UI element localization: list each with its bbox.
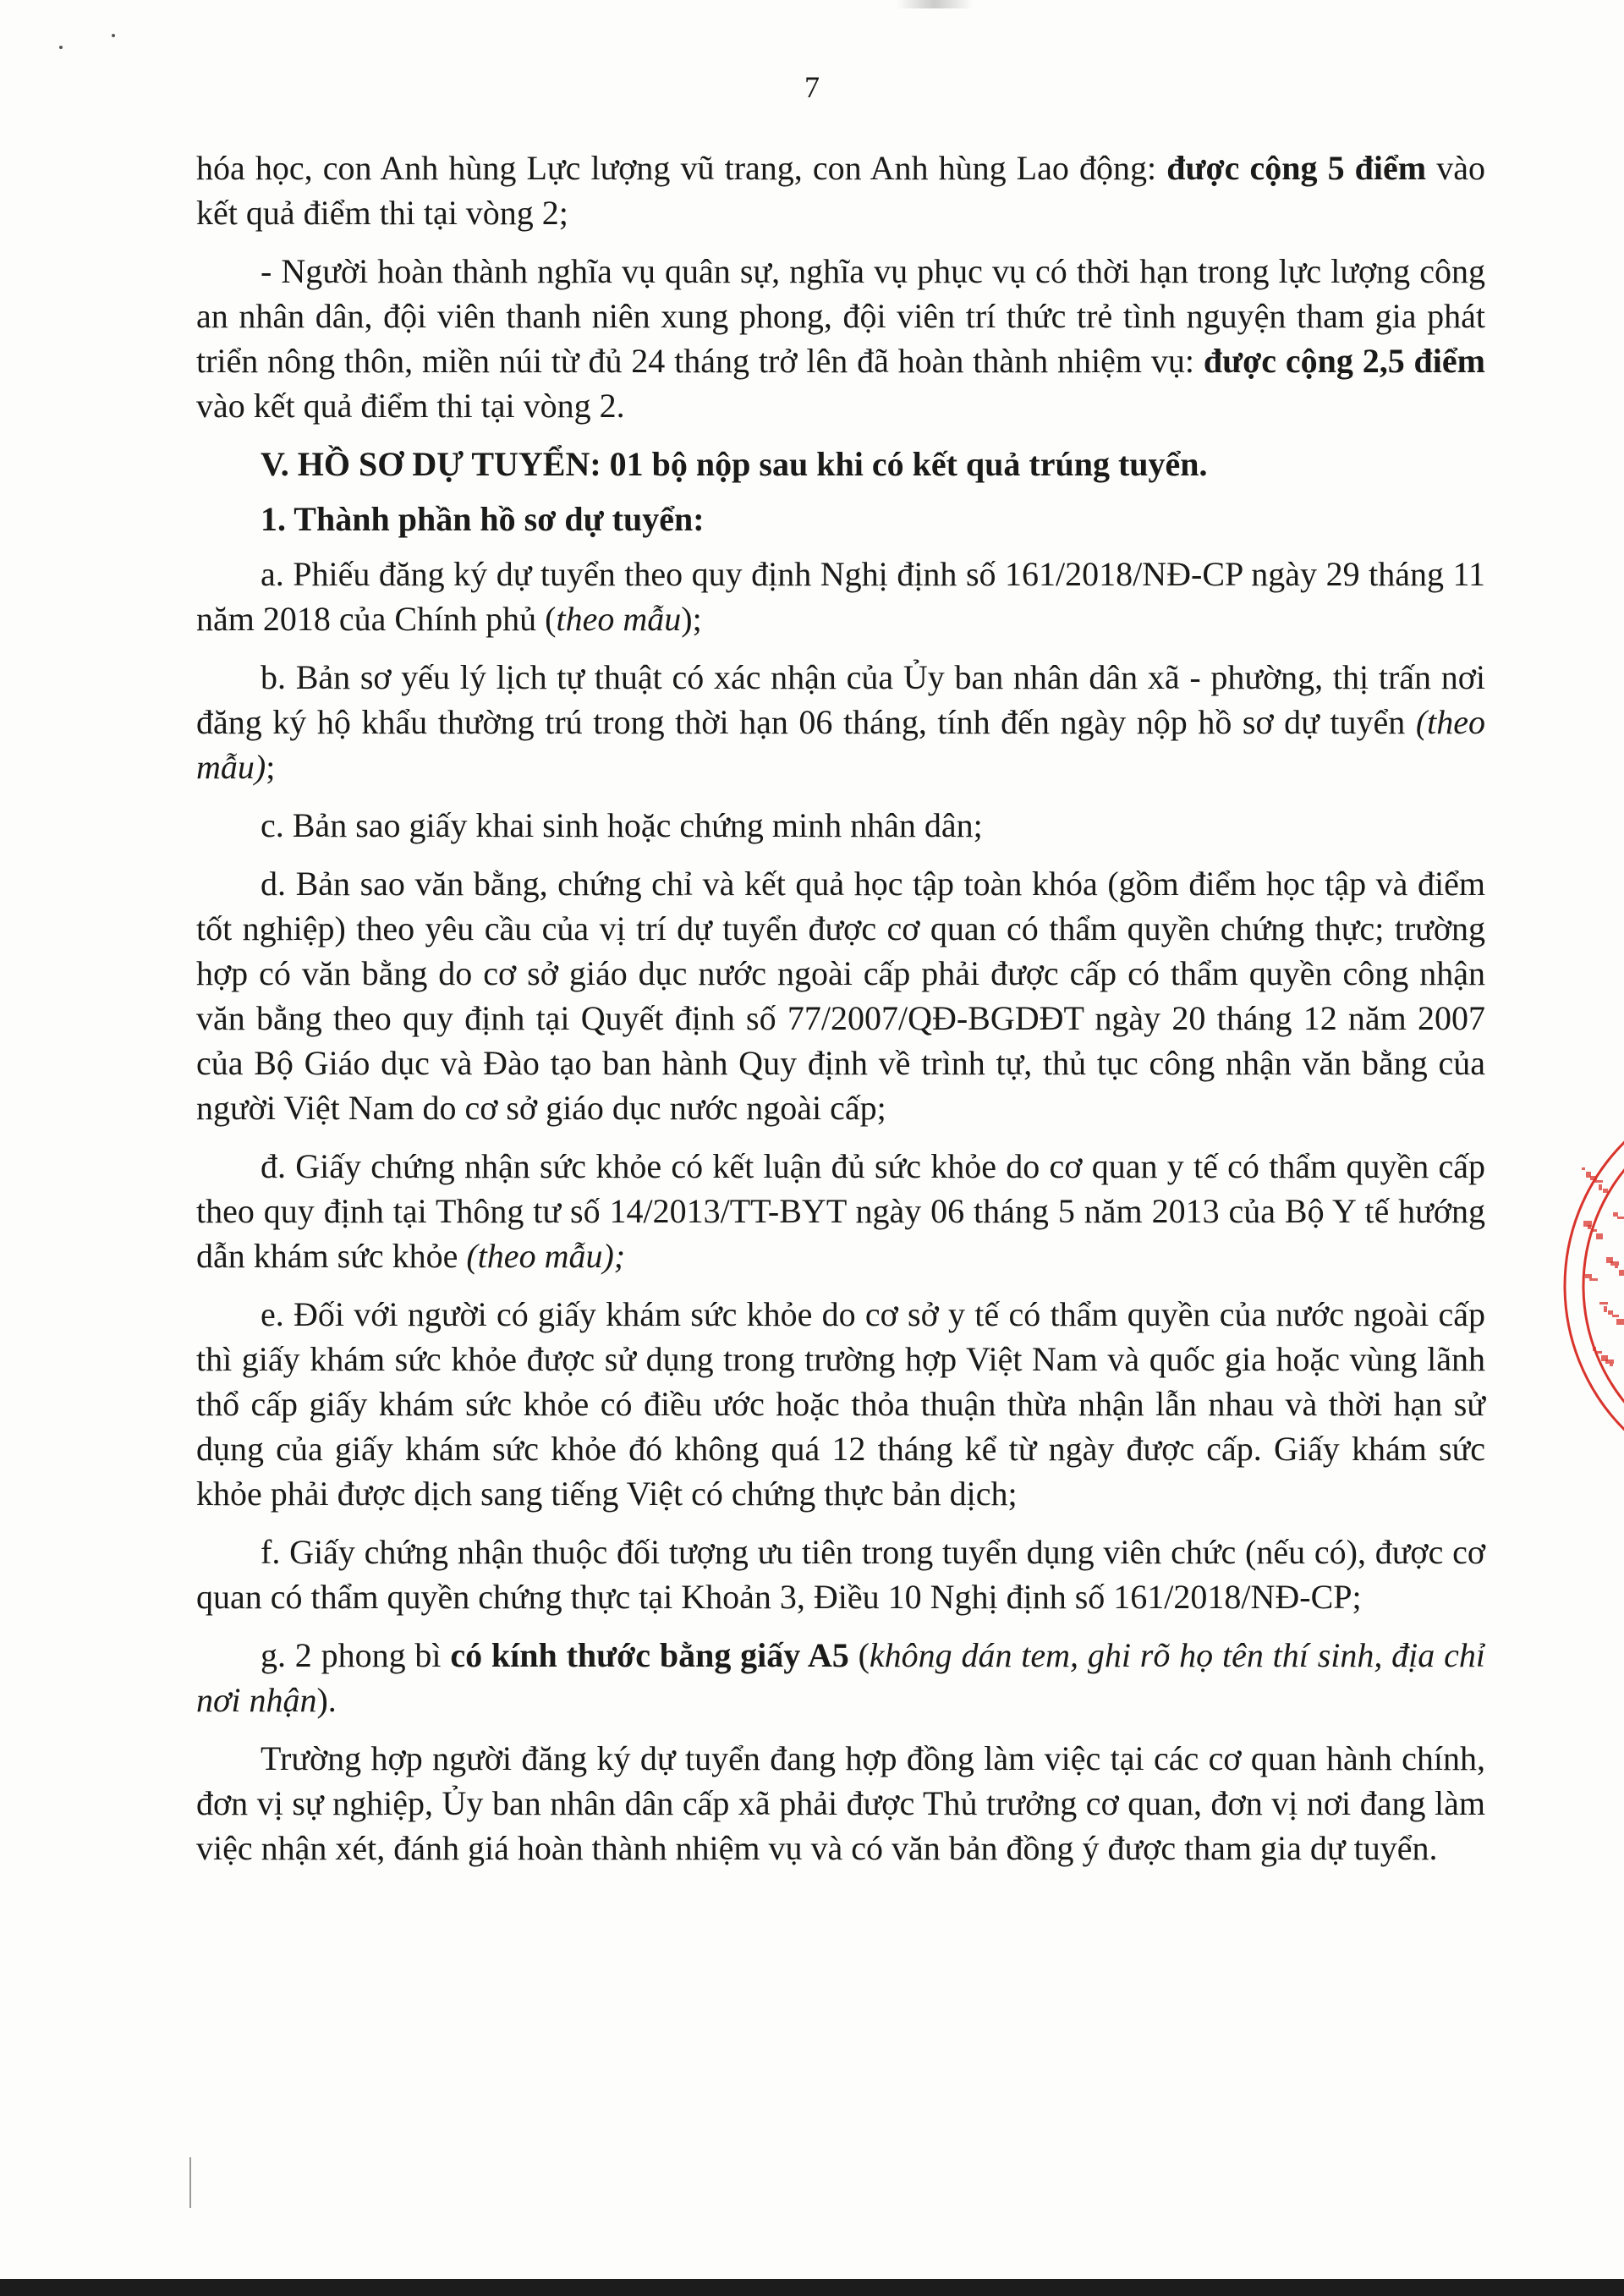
paragraph-priority-heroes: hóa học, con Anh hùng Lực lượng vũ trang, con Anh hùng Lao động: được cộng 5 điểm vào kết quả điểm thi tại vòng 2; xyxy=(196,149,1485,232)
list-item-a: a. Phiếu đăng ký dự tuyển theo quy định Nghị định số 161/2018/NĐ-CP ngày 29 tháng 11 năm 2018 của Chính phủ (theo mẫu); xyxy=(196,555,1485,638)
scan-speck xyxy=(112,34,115,37)
scan-line-artifact xyxy=(189,2157,191,2208)
list-item-f: f. Giấy chứng nhận thuộc đối tượng ưu tiên trong tuyển dụng viên chức (nếu có), được cơ quan có thẩm quyền chứng thực tại Khoản 3, Điều 10 Nghị định số 161/2018/NĐ-CP; xyxy=(196,1533,1485,1616)
document-body xyxy=(196,146,1485,1884)
red-seal-stamp-edge xyxy=(1556,1117,1624,1438)
section-heading-application-dossier: V. HỒ SƠ DỰ TUYỂN: 01 bộ nộp sau khi có kết quả trúng tuyển. xyxy=(261,445,1208,483)
scan-speck xyxy=(59,46,63,49)
list-item-d: d. Bản sao văn bằng, chứng chỉ và kết quả học tập toàn khóa (gồm điểm học tập và điểm tốt nghiệp) theo yêu cầu của vị trí dự tuyển được cơ quan có thẩm quyền chứng thực; trường hợp có văn bằng do cơ sở giáo dục nước ngoài cấp phải được cấp có thẩm quyền công nhận văn bằng theo quy định tại Quyết định số 77/2007/QĐ-BGDĐT ngày 20 tháng 12 năm 2007 của Bộ Giáo dục và Đào tạo ban hành Quy định về trình tự, thủ tục công nhận văn bằng của người Việt Nam do cơ sở giáo dục nước ngoài cấp; xyxy=(196,865,1485,1127)
list-item-b: b. Bản sơ yếu lý lịch tự thuật có xác nhận của Ủy ban nhân dân xã - phường, thị trấn nơi đăng ký hộ khẩu thường trú trong thời hạn 06 tháng, tính đến ngày nộp hồ sơ dự tuyển (theo mẫu); xyxy=(196,658,1485,786)
list-item-c: c. Bản sao giấy khai sinh hoặc chứng minh nhân dân; xyxy=(261,806,983,844)
list-item-dd: đ. Giấy chứng nhận sức khỏe có kết luận đủ sức khỏe do cơ quan y tế có thẩm quyền cấp theo quy định tại Thông tư số 14/2013/TT-BYT ngày 06 tháng 5 năm 2013 của Bộ Y tế hướng dẫn khám sức khỏe (theo mẫu); xyxy=(196,1147,1485,1275)
paragraph-closing: Trường hợp người đăng ký dự tuyển đang hợp đồng làm việc tại các cơ quan hành chính, đơn vị sự nghiệp, Ủy ban nhân dân cấp xã phải được Thủ trưởng cơ quan, đơn vị nơi đang làm việc nhận xét, đánh giá hoàn thành nhiệm vụ và có văn bản đồng ý được tham gia dự tuyển. xyxy=(196,1739,1485,1867)
list-item-g: g. 2 phong bì có kính thước bằng giấy A5 (không dán tem, ghi rõ họ tên thí sinh, địa chỉ nơi nhận). xyxy=(196,1636,1485,1719)
page-number: 7 xyxy=(804,70,820,104)
list-item-e: e. Đối với người có giấy khám sức khỏe do cơ sở y tế có thẩm quyền của nước ngoài cấp thì giấy khám sức khỏe được sử dụng trong trường hợp Việt Nam và quốc gia hoặc vùng lãnh thổ cấp giấy khám sức khỏe có điều ước hoặc thỏa thuận thừa nhận lẫn nhau và thời hạn sử dụng của giấy khám sức khỏe đó không quá 12 tháng kể từ ngày được cấp. Giấy khám sức khỏe phải được dịch sang tiếng Việt có chứng thực bản dịch; xyxy=(196,1295,1485,1513)
scan-bottom-edge xyxy=(0,2279,1624,2296)
paragraph-priority-military: - Người hoàn thành nghĩa vụ quân sự, nghĩa vụ phục vụ có thời hạn trong lực lượng công an nhân dân, đội viên thanh niên xung phong, đội viên trí thức trẻ tình nguyện tham gia phát triển nông thôn, miền núi từ đủ 24 tháng trở lên đã hoàn thành nhiệm vụ: được cộng 2,5 điểm vào kết quả điểm thi tại vòng 2. xyxy=(196,252,1485,425)
scan-artifact xyxy=(897,0,973,8)
subsection-heading-dossier-components: 1. Thành phần hồ sơ dự tuyển: xyxy=(261,500,705,538)
